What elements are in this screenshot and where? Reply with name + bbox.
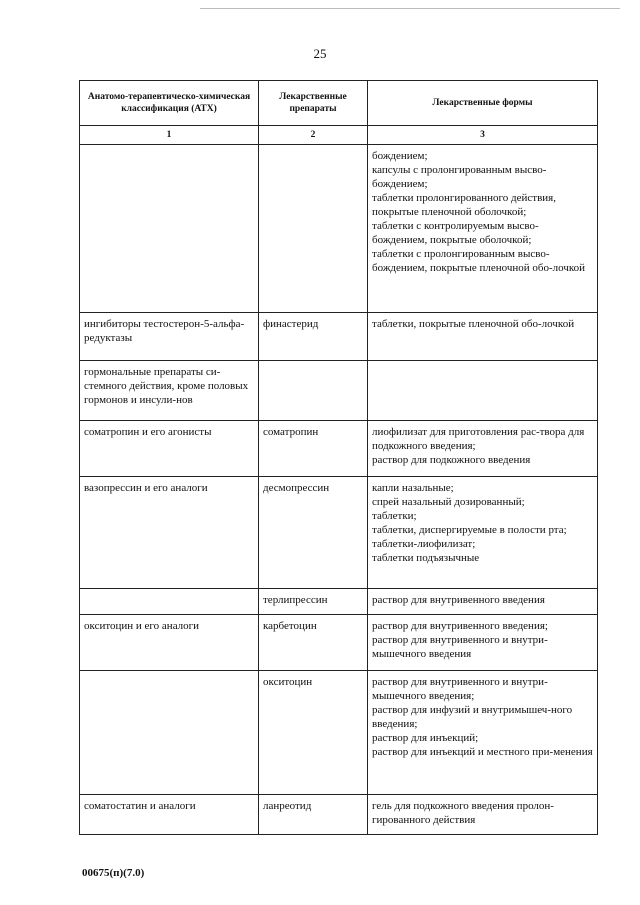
- table-header-row: [80, 81, 598, 126]
- column-number: 2: [259, 126, 368, 145]
- atc-cell: [80, 145, 259, 313]
- forms-cell: [368, 477, 598, 589]
- drug-cell: терлипрессин: [259, 589, 368, 615]
- drug-cell: окситоцин: [259, 671, 368, 795]
- forms-cell: [368, 795, 598, 835]
- header-atc: Анатомо-терапевтическо-химическая классификация (АТХ): [80, 81, 259, 126]
- table-body: [80, 145, 598, 835]
- drug-cell: ланреотид: [259, 795, 368, 835]
- dosage-form-line: таблетки, покрытые пленочной обо-лочкой: [372, 318, 575, 330]
- atc-cell: [80, 589, 259, 615]
- atc-cell: соматропин и его агонисты: [80, 421, 259, 477]
- table-row: [80, 671, 598, 795]
- scan-artifact-line: [200, 8, 620, 9]
- atc-cell: ингибиторы тестостерон-5-альфа-редуктазы: [80, 313, 259, 361]
- dosage-form-line: раствор для подкожного введения: [372, 454, 531, 466]
- forms-cell: [368, 361, 598, 421]
- atc-cell: вазопрессин и его аналоги: [80, 477, 259, 589]
- drug-cell: десмопрессин: [259, 477, 368, 589]
- dosage-form-line: таблетки с пролонгированным высво-бождением, покрытые пленочной обо-лочкой: [372, 248, 586, 274]
- dosage-form-line: раствор для инфузий и внутримышеч-ного введения;: [372, 704, 573, 730]
- table-row: [80, 589, 598, 615]
- dosage-form-line: таблетки подъязычные: [372, 552, 480, 564]
- header-drugs: Лекарственные препараты: [259, 81, 368, 126]
- dosage-form-line: раствор для внутривенного введения: [372, 594, 545, 606]
- dosage-form-line: раствор для внутривенного и внутри-мышечного введения: [372, 634, 548, 660]
- dosage-form-line: раствор для инъекций и местного при-менения: [372, 746, 593, 758]
- dosage-form-line: таблетки;: [372, 510, 417, 522]
- dosage-form-line: таблетки с контролируемым высво-бождением, покрытые оболочкой;: [372, 220, 539, 246]
- dosage-form-line: таблетки пролонгированного действия, покрытые пленочной оболочкой;: [372, 192, 556, 218]
- dosage-form-line: капли назальные;: [372, 482, 454, 494]
- dosage-form-line: бождением;: [372, 150, 428, 162]
- drug-table: [79, 80, 598, 835]
- forms-cell: [368, 313, 598, 361]
- dosage-form-line: раствор для внутривенного и внутри-мышечного введения;: [372, 676, 548, 702]
- header-forms: Лекарственные формы: [368, 81, 598, 126]
- forms-cell: [368, 589, 598, 615]
- table-row: [80, 361, 598, 421]
- drug-cell: финастерид: [259, 313, 368, 361]
- drug-cell: соматропин: [259, 421, 368, 477]
- drug-cell: [259, 361, 368, 421]
- atc-cell: гормональные препараты си-стемного действия, кроме половых гормонов и инсули-нов: [80, 361, 259, 421]
- forms-cell: [368, 615, 598, 671]
- table-row: [80, 795, 598, 835]
- dosage-form-line: таблетки, диспергируемые в полости рта;: [372, 524, 567, 536]
- page-number: 25: [313, 46, 327, 61]
- dosage-form-line: раствор для инъекций;: [372, 732, 479, 744]
- dosage-form-line: таблетки-лиофилизат;: [372, 538, 476, 550]
- dosage-form-line: гель для подкожного введения пролон-гированного действия: [372, 800, 554, 826]
- dosage-form-line: раствор для внутривенного введения;: [372, 620, 548, 632]
- table-row: [80, 615, 598, 671]
- document-code: 00675(п)(7.0): [82, 867, 145, 879]
- forms-cell: [368, 145, 598, 313]
- atc-cell: [80, 671, 259, 795]
- table-row: [80, 313, 598, 361]
- table-row: [80, 421, 598, 477]
- column-number: 1: [80, 126, 259, 145]
- drug-cell: [259, 145, 368, 313]
- column-number-row: [80, 126, 598, 145]
- drug-cell: карбетоцин: [259, 615, 368, 671]
- dosage-form-line: лиофилизат для приготовления рас-твора для подкожного введения;: [372, 426, 585, 452]
- table-row: [80, 145, 598, 313]
- column-number: 3: [368, 126, 598, 145]
- dosage-form-line: капсулы с пролонгированным высво-бождением;: [372, 164, 547, 190]
- table-row: [80, 477, 598, 589]
- atc-cell: окситоцин и его аналоги: [80, 615, 259, 671]
- forms-cell: [368, 671, 598, 795]
- forms-cell: [368, 421, 598, 477]
- atc-cell: соматостатин и аналоги: [80, 795, 259, 835]
- dosage-form-line: спрей назальный дозированный;: [372, 496, 525, 508]
